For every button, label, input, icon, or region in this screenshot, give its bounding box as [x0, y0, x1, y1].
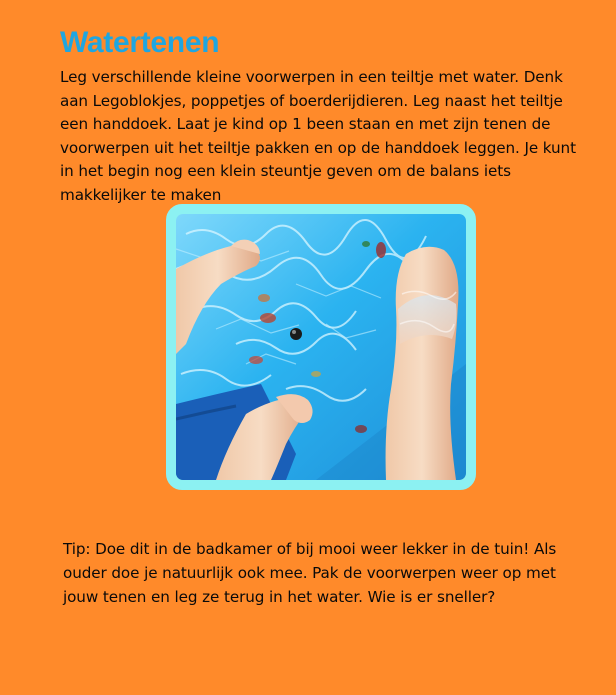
tip-paragraph: Tip: Doe dit in de badkamer of bij mooi weer lekker in de tuin! Als ouder doe je natuurlijk ook mee. Pak de voorwerpen weer op met jouw tenen en leg ze terug in het water. Wie is er sneller?	[63, 540, 557, 606]
page-title: Watertenen	[60, 26, 220, 59]
intro-paragraph: Leg verschillende kleine voorwerpen in een teiltje met water. Denk aan Legoblokjes, poppetjes of boerderijdieren. Leg naast het teiltje een handdoek. Laat je kind op 1 been staan en met zijn tenen de voorwerpen uit het teiltje pakken en op de handdoek leggen. Je kunt in het begin nog een klein steuntje geven om de balans iets makkelijker te maken	[60, 68, 576, 204]
feet-in-water-photo	[176, 214, 466, 480]
photo-frame	[166, 204, 476, 490]
